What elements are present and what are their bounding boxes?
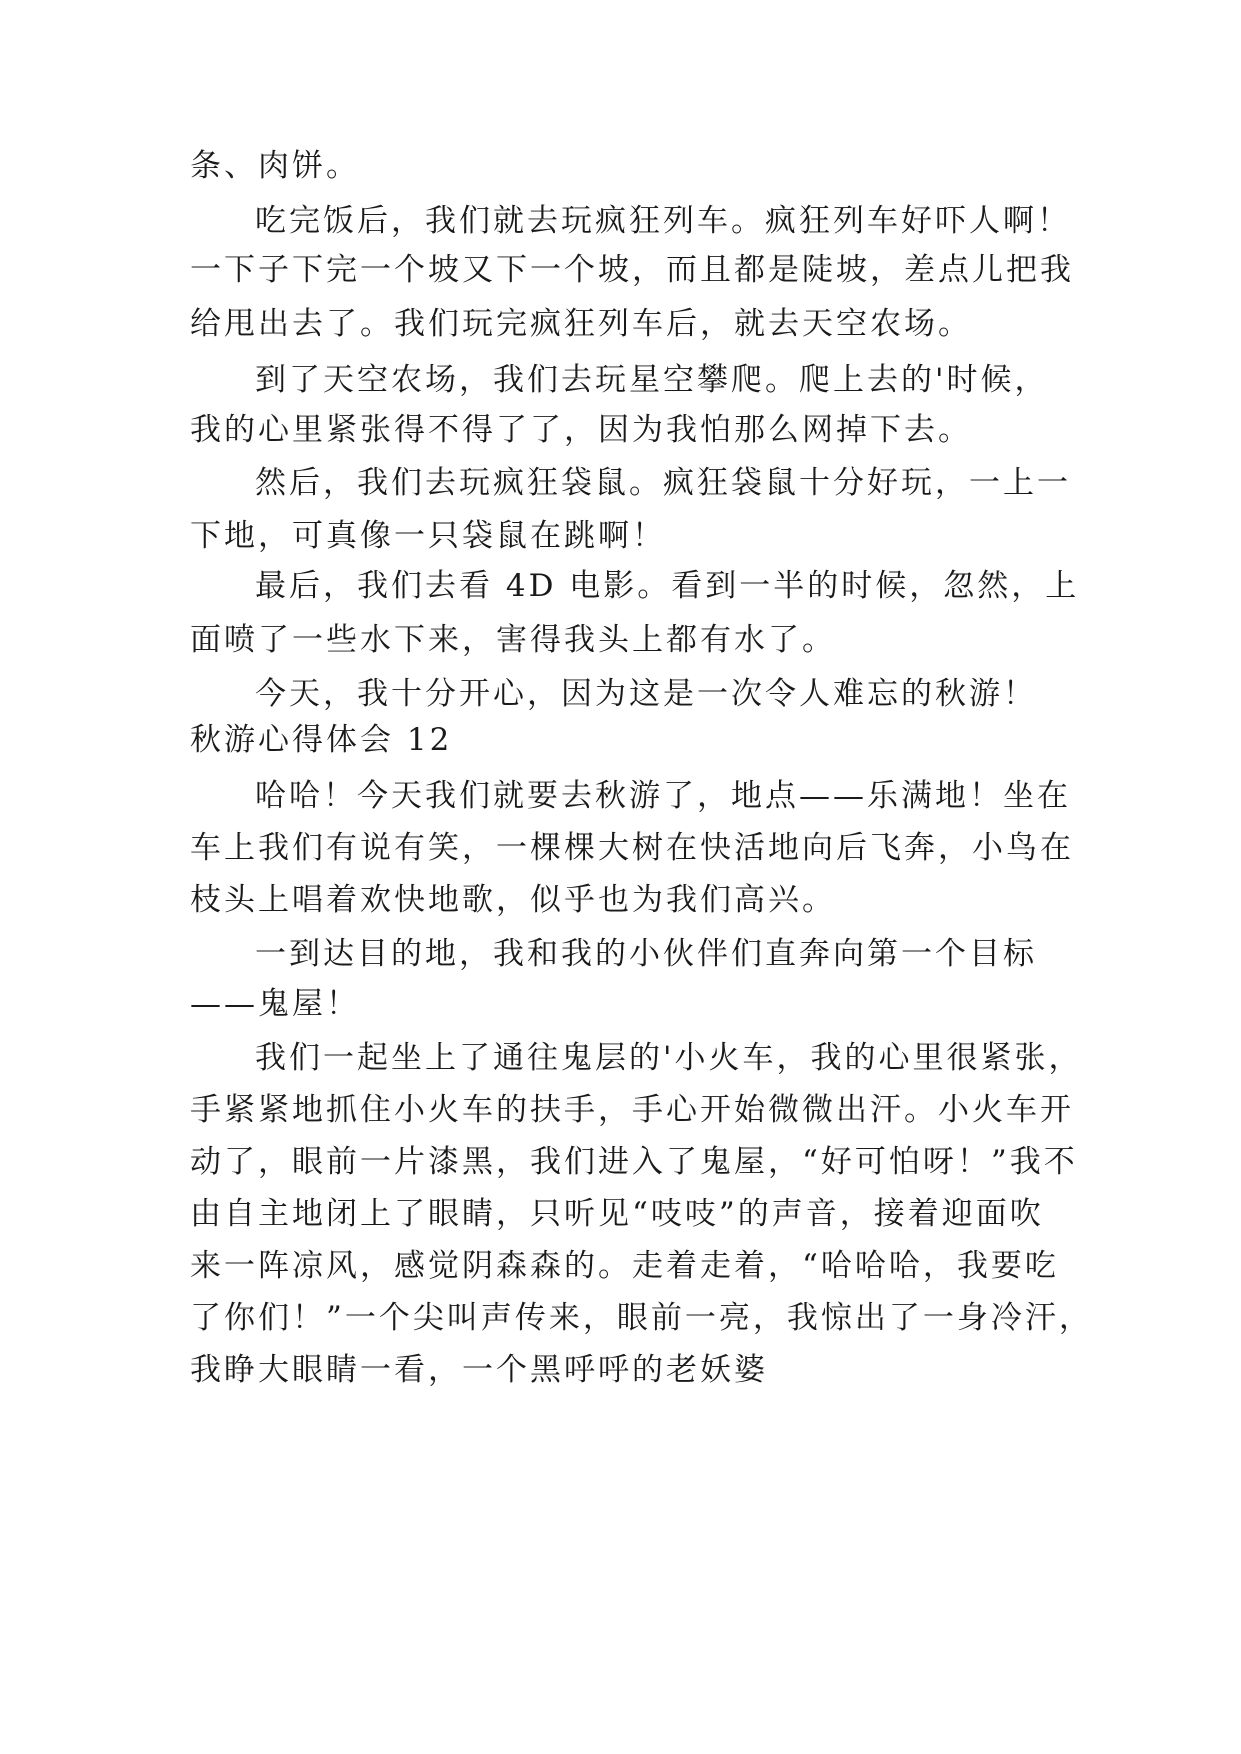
paragraph-start: 吃完饭后，我们就去玩疯狂列车。疯狂列车好吓人啊！: [255, 203, 1071, 239]
paragraph-start: 然后，我们去玩疯狂袋鼠。疯狂袋鼠十分好玩，一上一: [255, 465, 1071, 501]
paragraph-start: 我们一起坐上了通往鬼层的'小火车，我的心里很紧张，: [255, 1040, 1083, 1076]
text-line: 我的心里紧张得不得了了，因为我怕那么网掉下去。: [190, 412, 972, 448]
paragraph-start: 哈哈！今天我们就要去秋游了，地点——乐满地！坐在: [255, 778, 1071, 814]
paragraph-start: 今天，我十分开心，因为这是一次令人难忘的秋游！: [255, 676, 1037, 712]
text-line: 由自主地闭上了眼睛，只听见“吱吱”的声音，接着迎面吹: [190, 1196, 1044, 1232]
section-heading: 秋游心得体会 12: [190, 722, 453, 758]
text-line: ——鬼屋！: [190, 986, 360, 1022]
text-line: 我睁大眼睛一看，一个黑呼呼的老妖婆: [190, 1352, 768, 1388]
paragraph-start: 一到达目的地，我和我的小伙伴们直奔向第一个目标: [255, 936, 1037, 972]
text-line: 手紧紧地抓住小火车的扶手，手心开始微微出汗。小火车开: [190, 1092, 1074, 1128]
text-line: 枝头上唱着欢快地歌，似乎也为我们高兴。: [190, 882, 836, 918]
paragraph-start: 最后，我们去看 4D 电影。看到一半的时候，忽然，上: [255, 568, 1080, 604]
text-line: 面喷了一些水下来，害得我头上都有水了。: [190, 622, 836, 658]
text-line: 给甩出去了。我们玩完疯狂列车后，就去天空农场。: [190, 306, 972, 342]
text-line: 一下子下完一个坡又下一个坡，而且都是陡坡，差点儿把我: [190, 252, 1074, 288]
text-line: 条、肉饼。: [190, 148, 360, 184]
text-line: 车上我们有说有笑，一棵棵大树在快活地向后飞奔，小鸟在: [190, 830, 1074, 866]
text-line: 下地，可真像一只袋鼠在跳啊！: [190, 518, 666, 554]
text-line: 动了，眼前一片漆黑，我们进入了鬼屋，“好可怕呀！”我不: [190, 1144, 1078, 1180]
text-line: 来一阵凉风，感觉阴森森的。走着走着，“哈哈哈，我要吃: [190, 1248, 1059, 1284]
paragraph-start: 到了天空农场，我们去玩星空攀爬。爬上去的'时候，: [255, 362, 1049, 398]
text-line: 了你们！”一个尖叫声传来，眼前一亮，我惊出了一身冷汗，: [190, 1300, 1093, 1336]
